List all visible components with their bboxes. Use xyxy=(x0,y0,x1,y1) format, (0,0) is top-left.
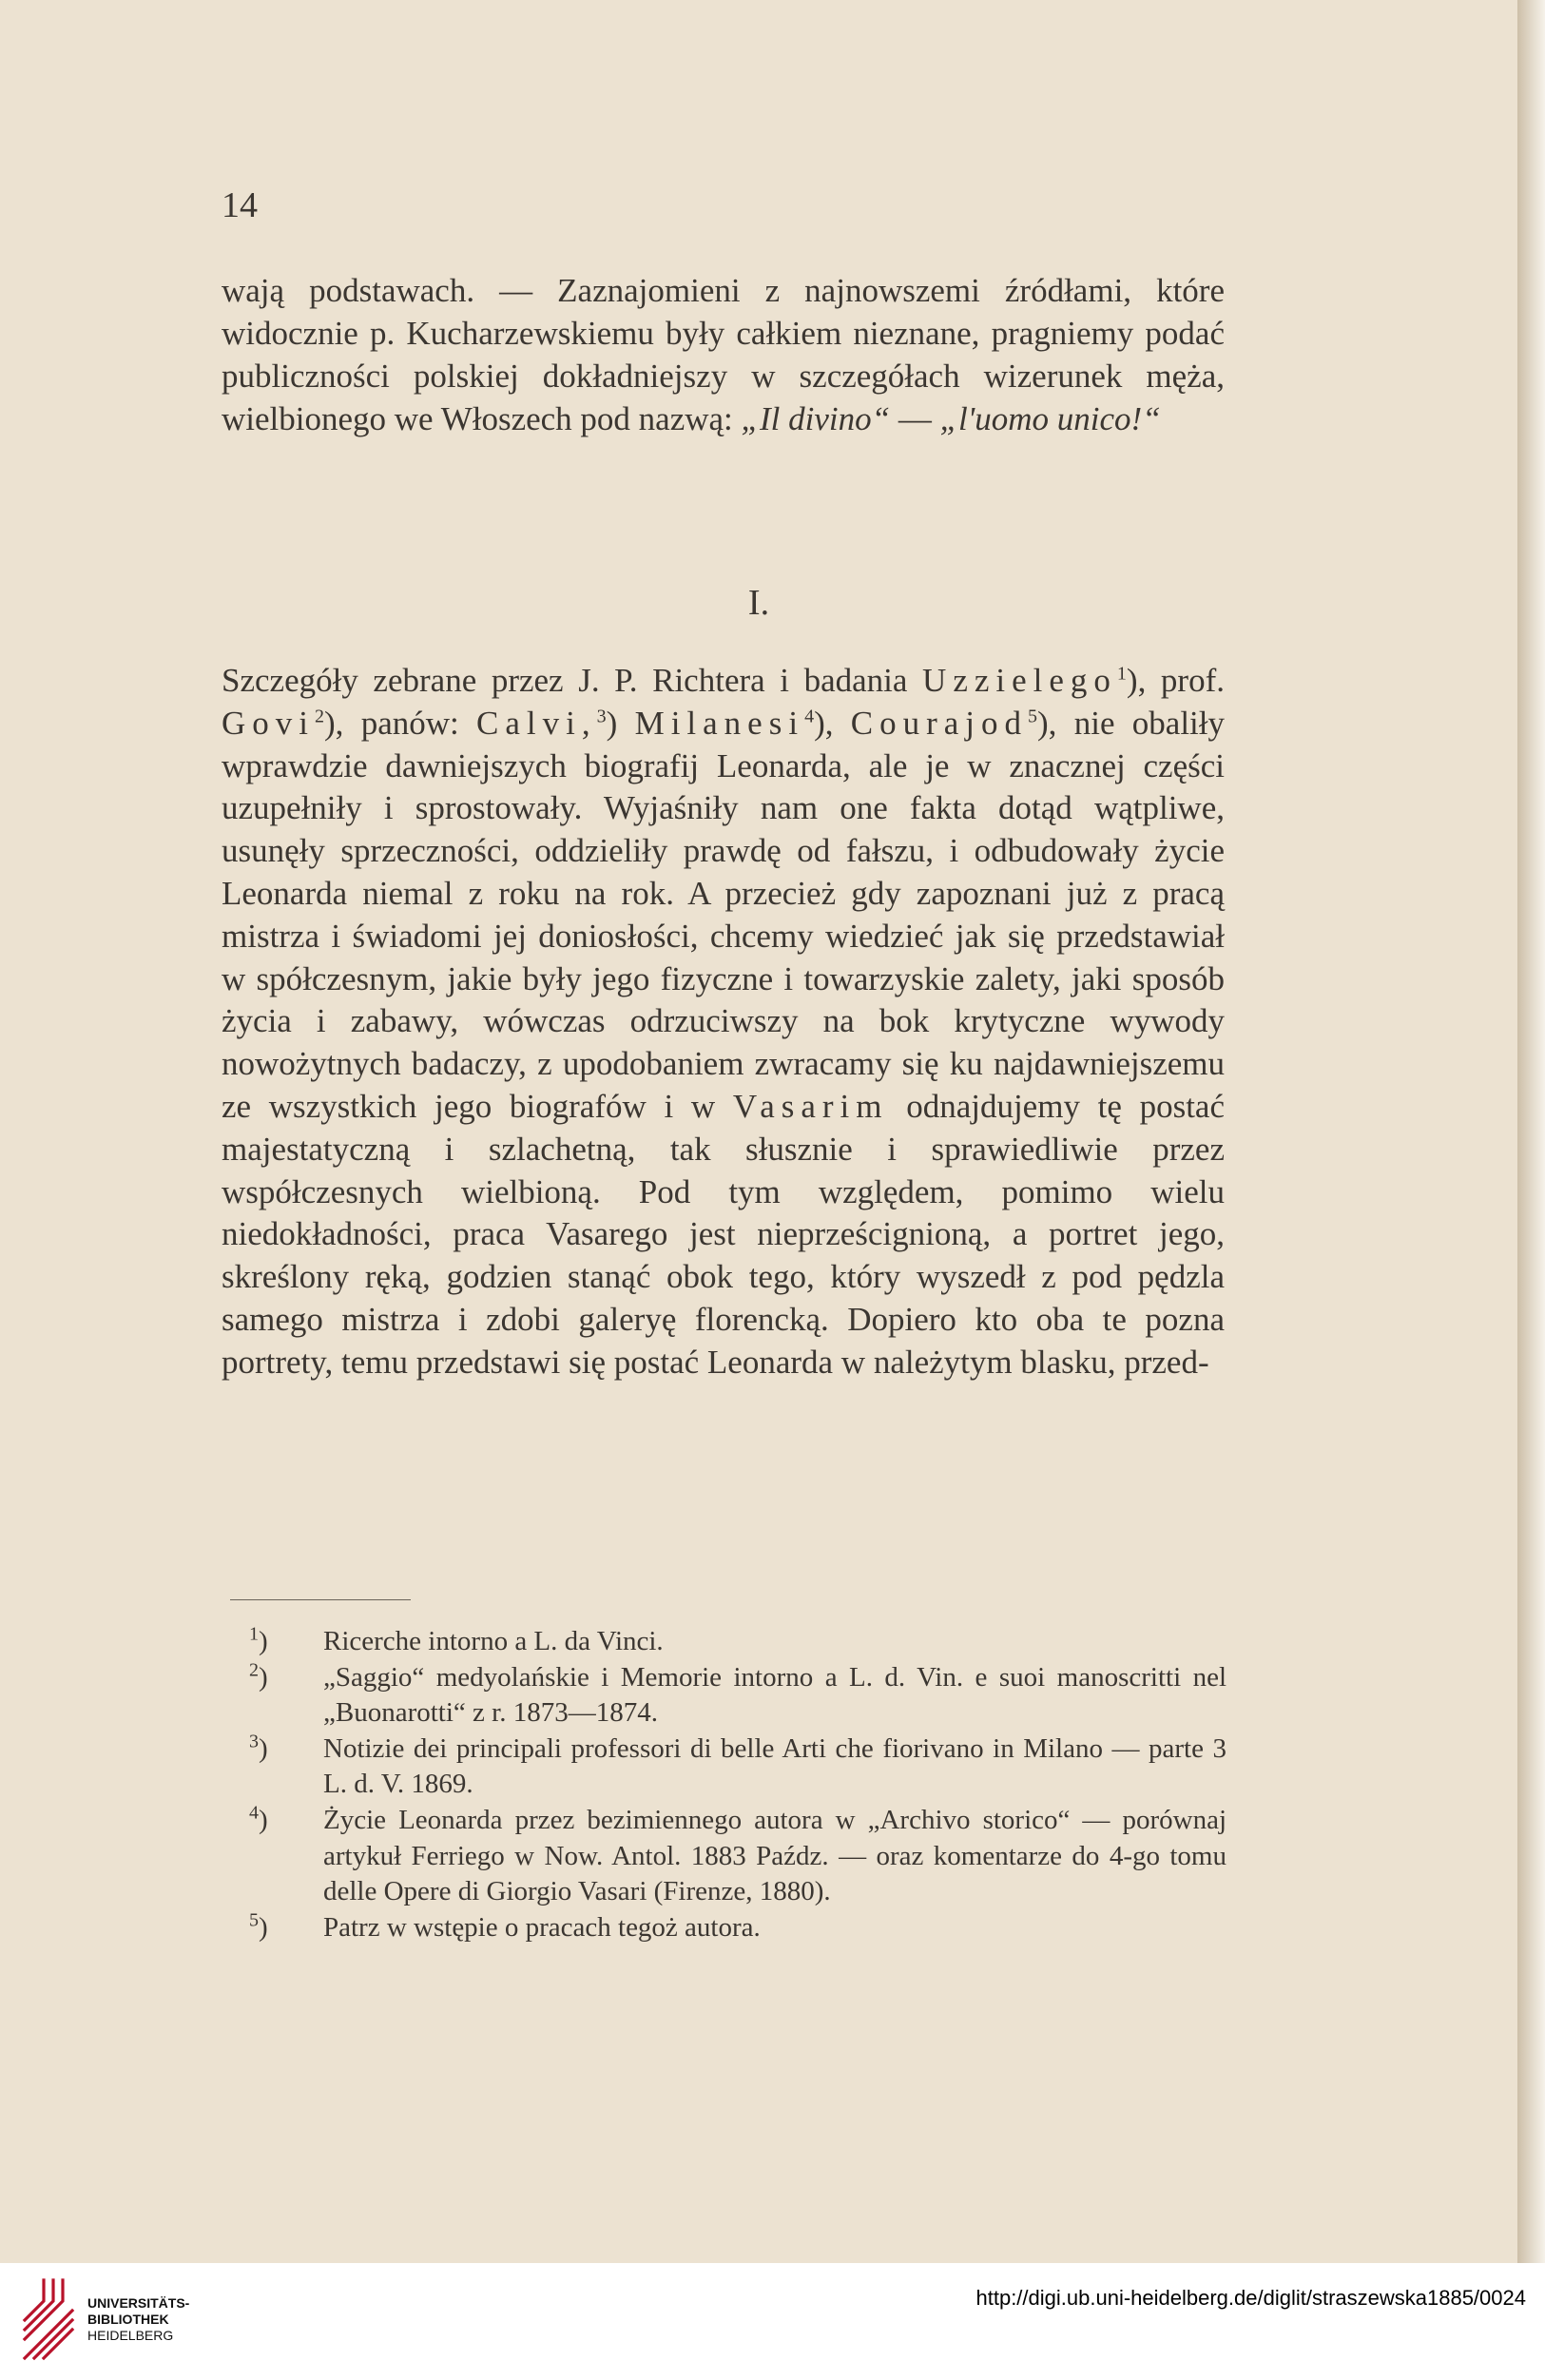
section-heading: I. xyxy=(747,583,770,623)
footnote-ref: 5 xyxy=(1028,706,1038,727)
footnote-mark: $^1$) xyxy=(249,1623,268,1656)
name-courajod: Courajod xyxy=(850,704,1029,742)
footnote-text: Życie Leonarda przez bezimiennego autora w „Archivo storico“ — porównaj artykuł Ferriego w Now. Antol. 1883 Paźdz. — oraz komentarze do 4-go tomu delle Opere di Giorgio Vasari (Firenze, 1880). xyxy=(323,1804,1226,1907)
body-text-segment: Szczegóły zebrane przez J. P. Richtera i badania xyxy=(222,662,923,699)
footnote xyxy=(249,1910,1226,1946)
intro-paragraph xyxy=(222,269,1225,440)
footnote-number: 3 xyxy=(249,1731,259,1752)
library-logo-text[interactable] xyxy=(87,2295,189,2344)
quote-luomo-unico: „l'uomo unico!“ xyxy=(939,400,1161,437)
footnote-ref: 1 xyxy=(1116,663,1127,685)
footnote-mark: $^3$) xyxy=(249,1731,268,1764)
logo-line: HEIDELBERG xyxy=(87,2328,174,2343)
footnote-ref: 2 xyxy=(315,706,324,727)
body-text-segment: ), nie obaliły wprawdzie dawniejszych biografij Leonarda, ale je w znacznej części uzupełniły i sprostowały. Wyjaśniły nam one fakta dotąd wątpliwe, usunęły sprzeczności, oddzieliły prawdę od fałszu, i odbudowały życie Leonarda niemal z roku na rok. A przecież gdy zapoznani już z pracą mistrza i świadomi jej doniosłości, chcemy wiedzieć jak się przedstawiał w spółczesnym, jakie były jego fizyczne i towarzyskie zalety, jaki sposób życia i zabawy, wówczas odrzuciwszy na bok krytyczne wywody nowożytnych badaczy, z upodobaniem zwracamy się ku najdawniejszemu ze wszystkich jego biografów i w xyxy=(222,704,1225,1125)
library-footer xyxy=(0,2263,1545,2380)
footnote-text: Ricerche intorno a L. da Vinci. xyxy=(323,1626,664,1656)
footnote-divider xyxy=(230,1599,411,1600)
library-logo-icon[interactable] xyxy=(21,2276,76,2364)
footnote xyxy=(249,1732,1226,1803)
footnote-text: „Saggio“ medyolańskie i Memorie intorno a L. d. Vin. e suoi manoscritti nel „Buonarotti“ z r. 1873—1874. xyxy=(323,1661,1226,1729)
body-text-segment: ) xyxy=(606,704,635,742)
body-text-segment: odnajdujemy tę postać majestatyczną i szlachetną, tak słusznie i sprawiedliwie przez współczesnych wielbioną. Pod tym względem, pomimo wielu niedokładności, praca Vasarego jest nieprześcignioną, a portret jego, skreślony ręką, godzien stanąć obok tego, który wyszedł z pod pędzla samego mistrza i zdobi galeryę florencką. Dopiero kto oba te pozna portrety, temu przedstawi się postać Leonarda w należytym blasku, przed- xyxy=(222,1087,1225,1381)
logo-line: BIBLIOTHEK xyxy=(87,2312,169,2327)
body-text-segment: ), xyxy=(814,704,851,742)
name-milanesi: Milanesi xyxy=(634,704,805,742)
body-text-segment: ), prof. xyxy=(1126,662,1225,699)
name-vasari: Vasarim xyxy=(732,1087,889,1125)
page-number: 14 xyxy=(222,185,258,225)
body-paragraph xyxy=(222,660,1225,1384)
footnote xyxy=(249,1803,1226,1910)
footnote xyxy=(249,1624,1226,1660)
footnote xyxy=(249,1660,1226,1732)
body-text-segment: ), panów: xyxy=(324,704,477,742)
name-govi: Govi xyxy=(222,704,315,742)
page-edge-shadow xyxy=(1517,0,1545,2263)
footnote-ref: 4 xyxy=(804,706,815,727)
name-uzzielli: Uzzielego xyxy=(922,662,1117,699)
footnote-ref: 3 xyxy=(596,706,607,727)
footnote-mark: $^2$) xyxy=(249,1658,268,1693)
permalink-url[interactable]: http://digi.ub.uni-heidelberg.de/diglit/straszewska1885/0024 xyxy=(975,2286,1526,2310)
footnote-text: Notizie dei principali professori di belle Arti che fiorivano in Milano — parte 3 L. d. V. 1869. xyxy=(323,1732,1226,1800)
quote-il-divino: „Il divino“ xyxy=(741,400,891,437)
footnote-number: 5 xyxy=(249,1909,259,1931)
footnote-text: Patrz w wstępie o pracach tegoż autora. xyxy=(323,1911,761,1943)
intro-text: wają podstawach. — Zaznajomieni z najnowszemi źródłami, które widocznie p. Kucharzewskiemu były całkiem nieznane, pragniemy podać publiczności polskiej dokładniejszy w szczegółach wizerunek męża, wielbionego we Włoszech pod nazwą: xyxy=(222,272,1225,437)
footnotes xyxy=(249,1624,1226,1945)
footnote-mark: $^4$) xyxy=(249,1802,268,1835)
footnote-mark: $^5$) xyxy=(249,1909,268,1943)
logo-line: UNIVERSITÄTS- xyxy=(87,2295,190,2311)
footnote-number: 4 xyxy=(249,1802,259,1824)
quote-dash: — xyxy=(890,400,940,437)
name-calvi: Calvi, xyxy=(476,704,597,742)
footnote-number: 2 xyxy=(249,1658,259,1680)
footnote-number: 1 xyxy=(249,1623,259,1645)
